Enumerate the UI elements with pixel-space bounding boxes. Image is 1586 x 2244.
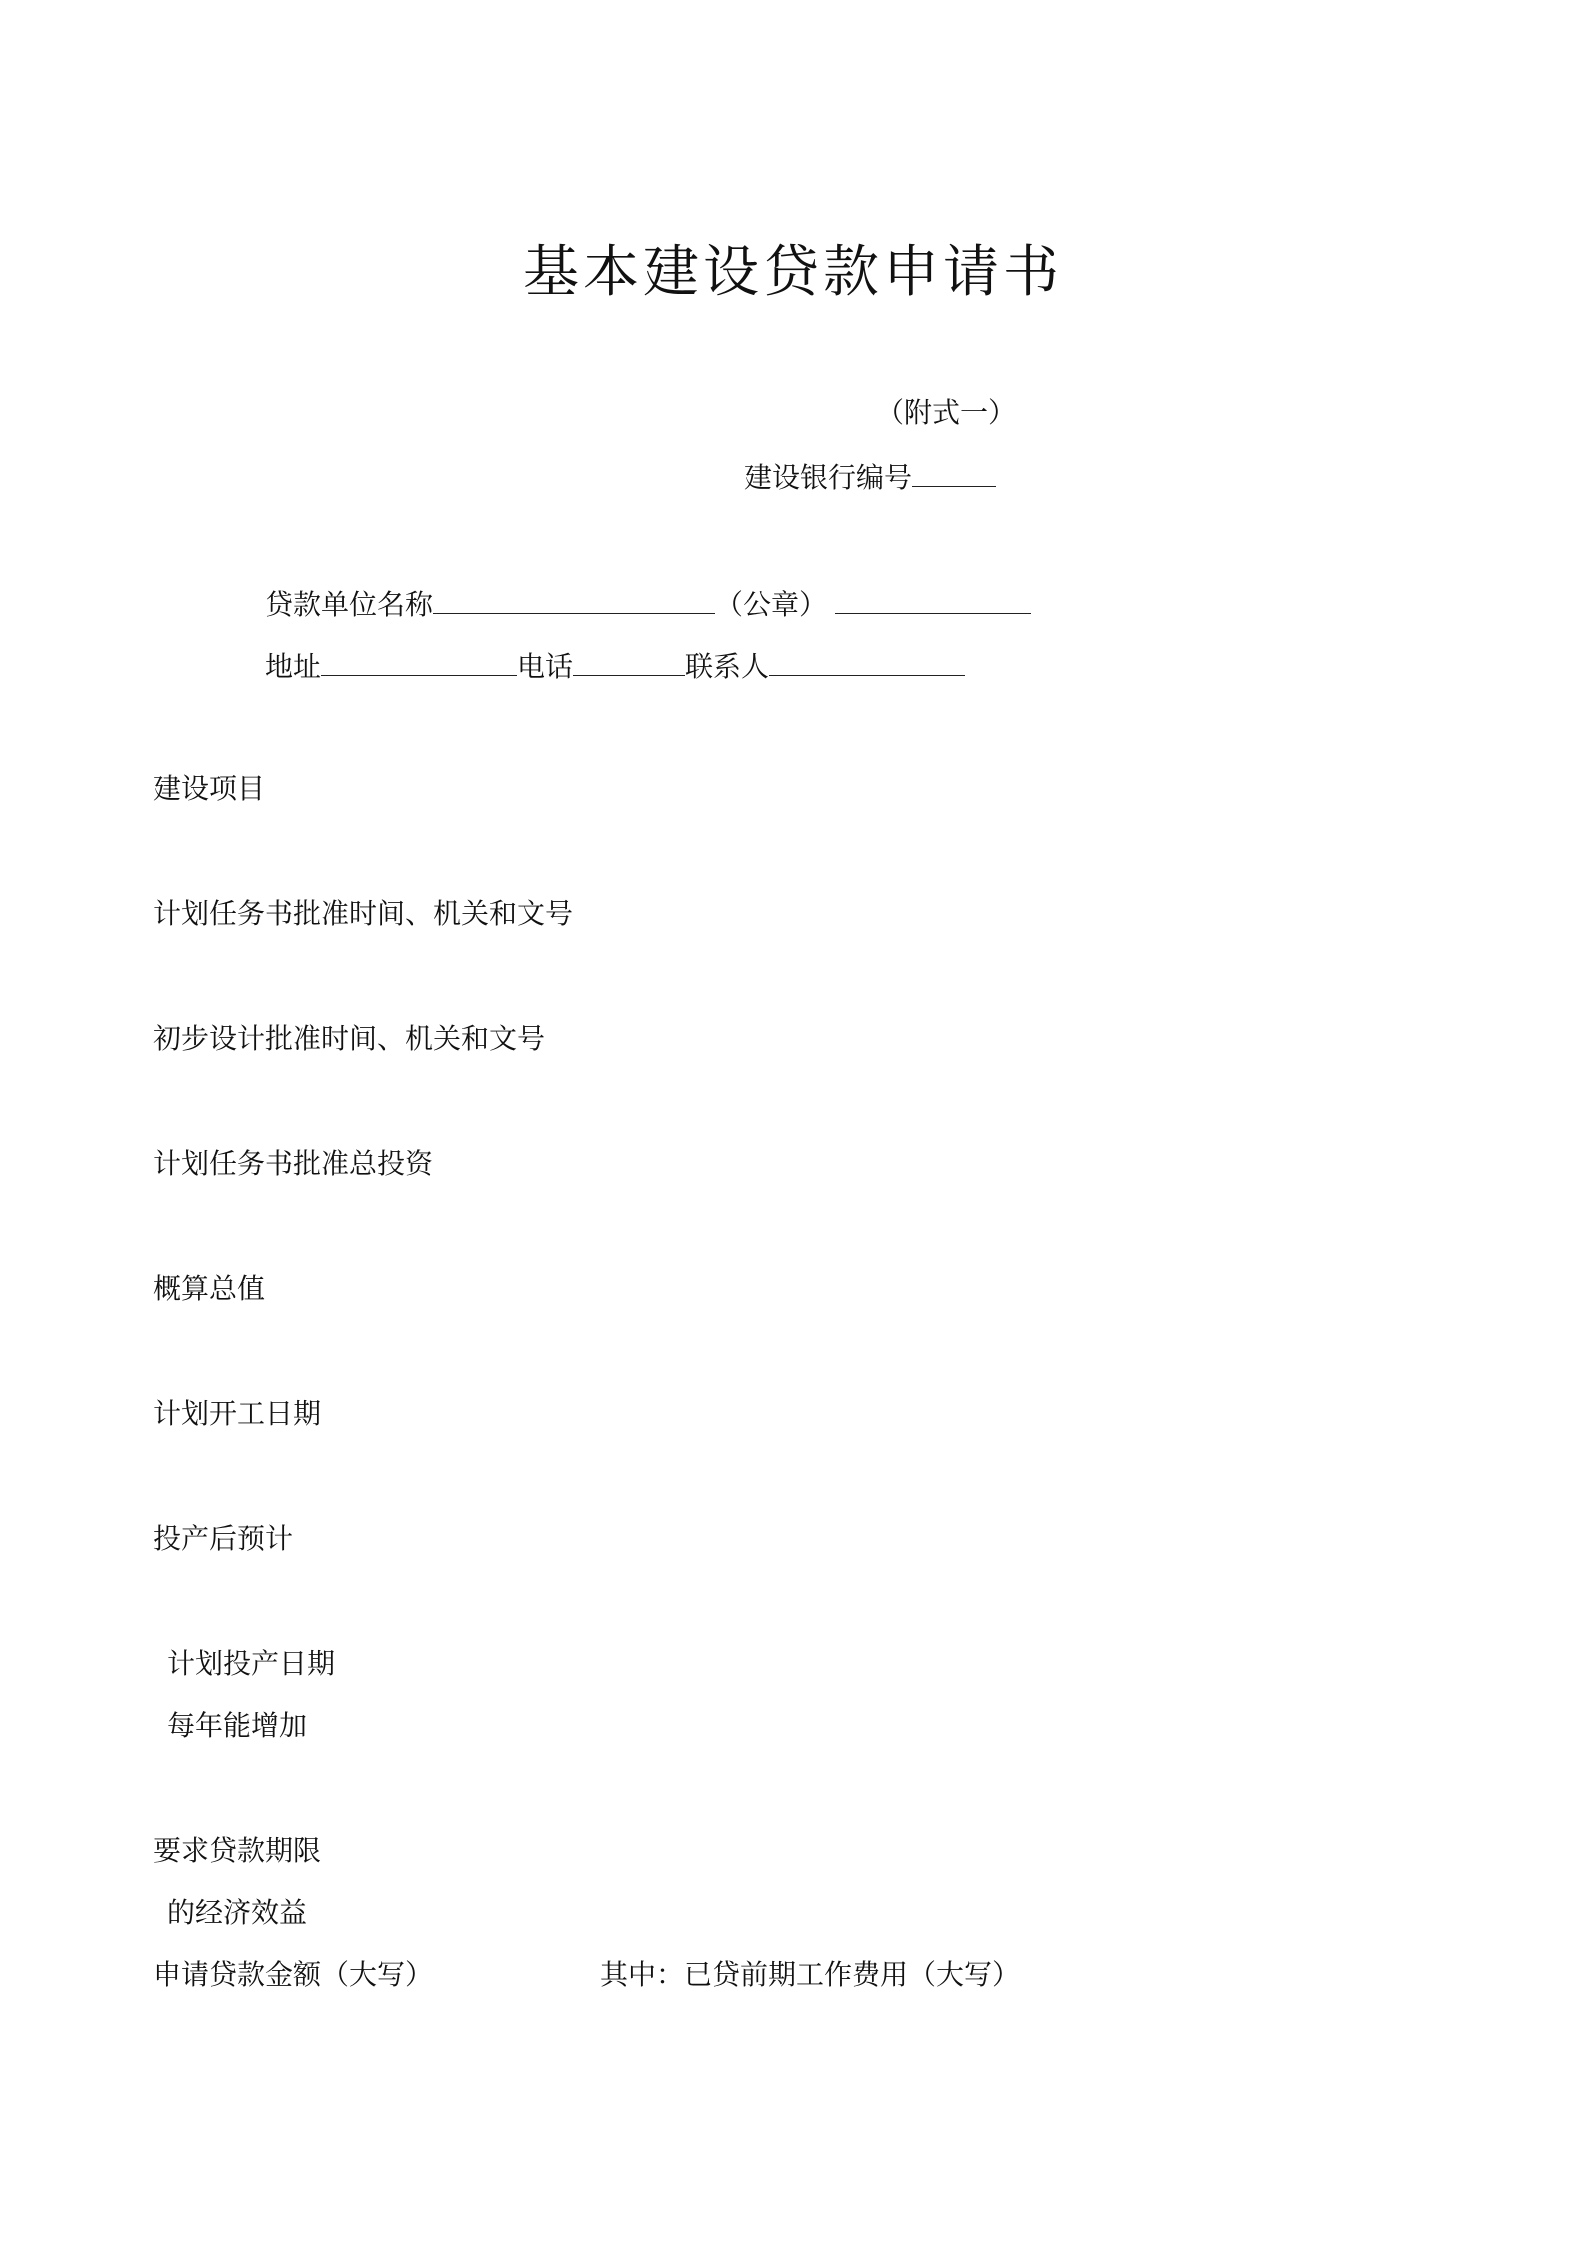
- phone-label: 电话: [517, 650, 574, 683]
- attachment-label: （附式一）: [876, 396, 1017, 429]
- field-planned-production-date: 计划投产日期: [167, 1647, 336, 1680]
- seal-blank[interactable]: [835, 583, 1031, 614]
- field-design-approval: 初步设计批准时间、机关和文号: [153, 1022, 546, 1055]
- applicant-name-row: [265, 583, 1031, 625]
- field-loan-term: 要求贷款期限: [153, 1834, 322, 1867]
- address-row: [265, 645, 965, 687]
- field-plan-approval: 计划任务书批准时间、机关和文号: [153, 897, 574, 930]
- field-prior-expenses: 其中：已贷前期工作费用（大写）: [600, 1958, 1021, 1991]
- field-annual-increase: 每年能增加: [167, 1709, 308, 1742]
- field-post-production: 投产后预计: [153, 1522, 294, 1555]
- address-blank[interactable]: [321, 645, 517, 676]
- field-loan-amount: 申请贷款金额（大写）: [153, 1958, 434, 1991]
- address-label: 地址: [265, 650, 322, 683]
- contact-label: 联系人: [685, 650, 770, 683]
- field-economic-benefit: 的经济效益: [167, 1896, 308, 1929]
- field-estimate-total: 概算总值: [153, 1272, 266, 1305]
- field-plan-investment: 计划任务书批准总投资: [153, 1147, 434, 1180]
- field-project: 建设项目: [153, 772, 266, 805]
- seal-label: （公章）: [715, 588, 828, 621]
- field-planned-start: 计划开工日期: [153, 1397, 322, 1430]
- contact-blank[interactable]: [769, 645, 965, 676]
- bank-number-label: 建设银行编号: [744, 461, 913, 494]
- applicant-name-label: 贷款单位名称: [265, 588, 434, 621]
- document-title: 基本建设贷款申请书: [523, 240, 1063, 305]
- applicant-name-blank[interactable]: [433, 583, 715, 614]
- bank-number-blank[interactable]: [912, 456, 996, 487]
- bank-number-row: [744, 456, 996, 498]
- phone-blank[interactable]: [573, 645, 685, 676]
